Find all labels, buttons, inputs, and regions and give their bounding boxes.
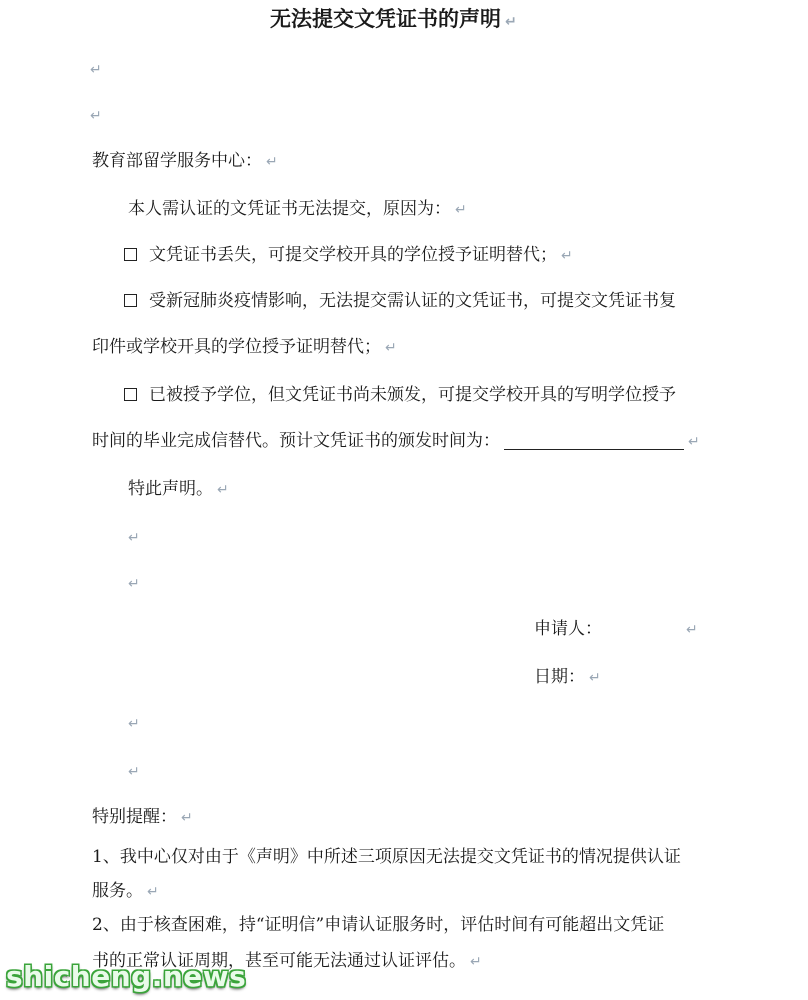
- empty-paragraph: [86, 58, 102, 81]
- return-mark-icon: ↵: [217, 482, 229, 498]
- return-mark-icon: ↵: [505, 14, 517, 30]
- return-mark-icon: ↵: [147, 884, 159, 900]
- return-mark-icon: ↵: [128, 530, 140, 546]
- intro-text: 本人需认证的文凭证书无法提交，原因为：: [128, 199, 451, 219]
- empty-paragraph: [86, 104, 102, 127]
- reminder-heading: [92, 806, 193, 829]
- checkbox-icon[interactable]: [124, 248, 137, 261]
- document-title: [270, 8, 517, 33]
- site-watermark: shicheng.news: [6, 960, 247, 993]
- return-mark-icon: ↵: [90, 62, 102, 78]
- option-2-line-1: [124, 290, 676, 312]
- reminder-1-text-1: 1、我中心仅对由于《声明》中所述三项原因无法提交文凭证书的情况提供认证: [92, 847, 681, 867]
- return-mark-icon: ↵: [589, 670, 601, 686]
- return-mark-icon: ↵: [128, 716, 140, 732]
- option-1: [124, 244, 573, 267]
- empty-paragraph: [124, 760, 140, 783]
- option-3-line-2: [92, 430, 700, 453]
- return-mark-icon: ↵: [561, 248, 573, 264]
- option-3-text-2: 时间的毕业完成信替代。预计文凭证书的颁发时间为：: [92, 431, 500, 451]
- recipient-text: 教育部留学服务中心：: [92, 151, 262, 171]
- issue-date-blank-field[interactable]: [504, 431, 684, 450]
- return-mark-icon: ↵: [470, 954, 482, 970]
- return-mark-icon: ↵: [266, 154, 278, 170]
- recipient-line: [92, 150, 278, 173]
- reminder-2-text-2: 书的正常认证周期，甚至可能无法通过认证评估。: [92, 951, 466, 971]
- reminder-2-text-1: 2、由于核查困难，持“证明信”申请认证服务时，评估时间有可能超出文凭证: [92, 915, 665, 935]
- reminder-heading-text: 特别提醒：: [92, 807, 177, 827]
- applicant-line: [534, 618, 602, 640]
- option-3-line-1: [124, 384, 676, 406]
- date-line: [534, 666, 601, 689]
- reminder-1-line-2: [92, 880, 159, 903]
- applicant-label: 申请人：: [534, 619, 602, 639]
- empty-paragraph: [124, 712, 140, 735]
- return-mark-icon: ↵: [688, 434, 700, 450]
- title-text: 无法提交文凭证书的声明: [270, 7, 501, 31]
- return-mark-icon: ↵: [181, 810, 193, 826]
- intro-line: [128, 198, 467, 221]
- return-mark-icon: ↵: [686, 622, 698, 638]
- return-mark-icon: ↵: [90, 108, 102, 124]
- reminder-2-line-1: [92, 914, 664, 936]
- return-mark-icon: ↵: [385, 340, 397, 356]
- return-mark-icon: ↵: [455, 202, 467, 218]
- checkbox-icon[interactable]: [124, 388, 137, 401]
- reminder-1-text-2: 服务。: [92, 881, 143, 901]
- option-2-line-2: [92, 336, 397, 359]
- return-mark-icon: ↵: [128, 764, 140, 780]
- empty-paragraph: [124, 572, 140, 595]
- declaration-text: 特此声明。: [128, 479, 213, 499]
- empty-paragraph: [124, 526, 140, 549]
- declaration-line: [128, 478, 229, 501]
- option-3-text-1: 已被授予学位，但文凭证书尚未颁发，可提交学校开具的写明学位授予: [149, 385, 676, 405]
- option-1-text: 文凭证书丢失，可提交学校开具的学位授予证明替代；: [149, 245, 557, 265]
- return-mark-icon: ↵: [128, 576, 140, 592]
- reminder-1-line-1: [92, 846, 681, 868]
- date-label: 日期：: [534, 667, 585, 687]
- option-2-text-2: 印件或学校开具的学位授予证明替代；: [92, 337, 381, 357]
- option-2-text-1: 受新冠肺炎疫情影响，无法提交需认证的文凭证书，可提交文凭证书复: [149, 291, 676, 311]
- checkbox-icon[interactable]: [124, 294, 137, 307]
- applicant-return: [682, 618, 698, 641]
